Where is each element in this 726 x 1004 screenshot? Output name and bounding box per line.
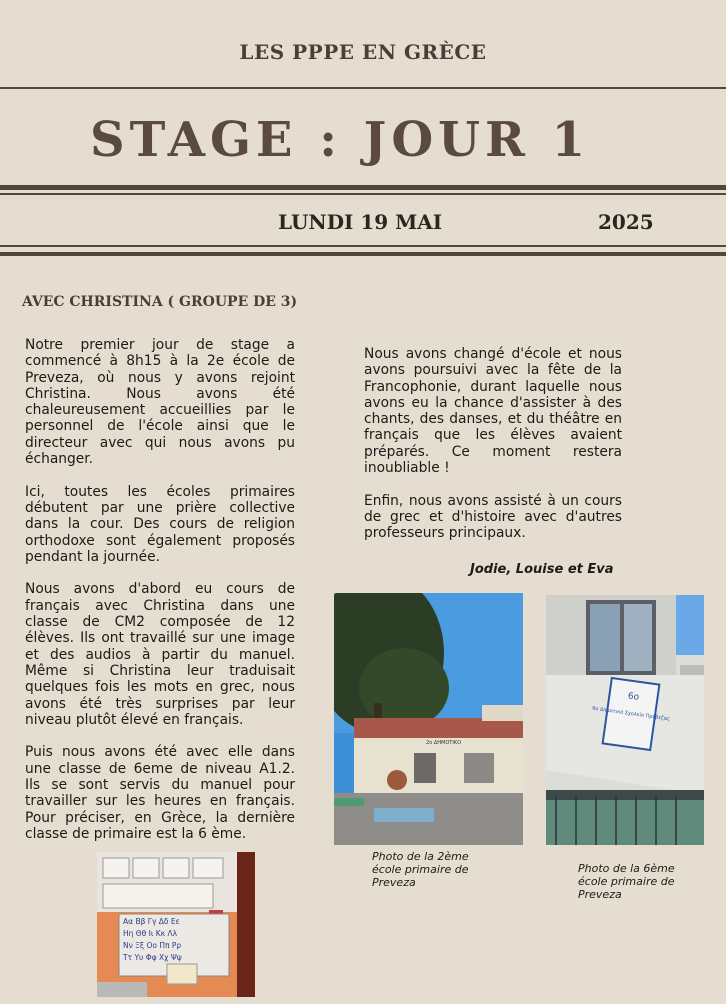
paragraph: Nous avons d'abord eu cours de français avec Christina dans une classe de CM2 composée de 12 élèves. Ils ont travaillé sur une image et des audios à partir du manuel. Même si Christina leur traduisait quelques fois les mots en grec, nous avons été très surprises par leur niveau plutôt élevé en français. [25, 581, 295, 728]
classroom-photo [97, 852, 255, 997]
alphabet-line-3: Νν Ξξ Οο Ππ Ρρ [123, 941, 182, 950]
date-rule-thin [0, 245, 726, 247]
title-rule-thick [0, 185, 726, 190]
school-6-sign: 6ο Δημοτικό Σχολείο Πρέβεζας [591, 705, 671, 723]
header-rule [0, 87, 726, 89]
newspaper-kicker: LES PPPE EN GRÈCE [239, 40, 487, 64]
paragraph: Puis nous avons été avec elle dans une classe de 6eme de niveau A1.2. Ils se sont servis du manuel pour travailler sur les heures en français. Pour préciser, en Grèce, la dernière classe de primaire est la 6 ème. [25, 744, 295, 842]
page-title: STAGE : JOUR 1 [89, 112, 591, 168]
school-6-caption: Photo de la 6ème école primaire de Preveza [578, 862, 675, 901]
alphabet-line-1: Αα Ββ Γγ Δδ Εε [123, 917, 180, 926]
paragraph: Nous avons changé d'école et nous avons poursuivi avec la fête de la Francophonie, durant laquelle nous avons eu la chance d'assister à des chants, des danses, et du théâtre en français que les élèves avaient préparés. Ce moment restera inoubliable ! [364, 346, 622, 477]
right-column [364, 346, 622, 558]
school-6-photo [546, 595, 704, 845]
left-column [25, 337, 295, 859]
alphabet-line-4: Ττ Υυ Φφ Χχ Ψψ [123, 953, 182, 962]
paragraph: Ici, toutes les écoles primaires débutent par une prière collective dans la cour. Des cours de religion orthodoxe sont également proposés pendant la journée. [25, 483, 295, 565]
title-rule-thin [0, 193, 726, 195]
svg-text:6ο: 6ο [627, 691, 640, 703]
paragraph: Notre premier jour de stage a commencé à 8h15 à la 2e école de Preveza, où nous y avons rejoint Christina. Nous avons été chaleureusement accueillies par le personnel de l'école ainsi que le directeur avec qui nous avons pu échanger. [25, 337, 295, 468]
paragraph: Enfin, nous avons assisté à un cours de grec et d'histoire avec d'autres professeurs principaux. [364, 492, 622, 542]
school-2-sign: 2ο ΔΗΜΟΤΙΚΟ [426, 740, 462, 746]
issue-date: LUNDI 19 MAI [278, 210, 443, 234]
school-2-photo [334, 593, 523, 845]
issue-year: 2025 [598, 210, 654, 234]
author-signature: Jodie, Louise et Eva [470, 562, 614, 577]
date-rule-thick [0, 252, 726, 256]
school-2-caption: Photo de la 2ème école primaire de Preveza [372, 850, 469, 889]
article-subheading: AVEC CHRISTINA ( GROUPE DE 3) [22, 294, 298, 310]
alphabet-line-2: Ηη Θθ Ιι Κκ Λλ [123, 929, 178, 938]
